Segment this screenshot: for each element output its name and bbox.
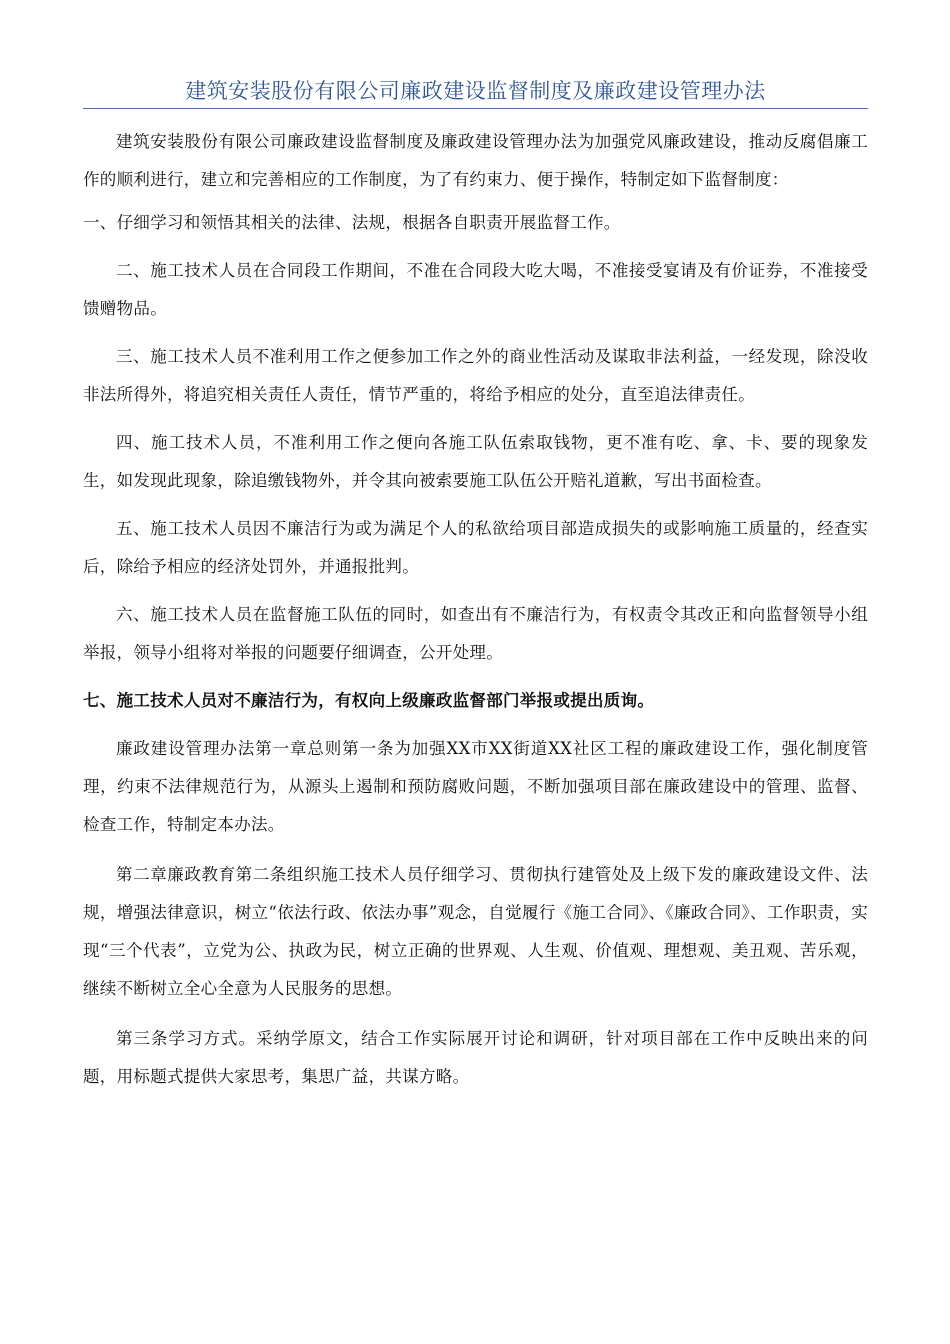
rule-4-paragraph: 四、施工技术人员，不准利用工作之便向各施工队伍索取钱物，更不准有吃、拿、卡、要的现象发生，如发现此现象，除追缴钱物外，并令其向被索要施工队伍公开赔礼道歉，写出书面检查。	[83, 433, 868, 490]
document-body	[83, 123, 868, 1096]
rule-7-paragraph: 七、施工技术人员对不廉洁行为，有权向上级廉政监督部门举报或提出质询。	[83, 691, 655, 710]
rule-1-paragraph: 一、仔细学习和领悟其相关的法律、法规，根据各自职责开展监督工作。	[83, 213, 621, 232]
rule-3-paragraph: 三、施工技术人员不准利用工作之便参加工作之外的商业性活动及谋取非法利益，一经发现，除没收非法所得外，将追究相关责任人责任，情节严重的，将给予相应的处分，直至追法律责任。	[83, 347, 868, 404]
intro-paragraph: 建筑安装股份有限公司廉政建设监督制度及廉政建设管理办法为加强党风廉政建设，推动反腐倡廉工作的顺利进行，建立和完善相应的工作制度，为了有约束力、便于操作，特制定如下监督制度：	[83, 132, 868, 189]
chapter-2-paragraph: 第二章廉政教育第二条组织施工技术人员仔细学习、贯彻执行建管处及上级下发的廉政建设文件、法规，增强法律意识，树立“依法行政、依法办事”观念，自觉履行《施工合同》、《廉政合同》、工作职责，实现“三个代表”，立党为公、执政为民，树立正确的世界观、人生观、价值观、理想观、美丑观、苦乐观，继续不断树立全心全意为人民服务的思想。	[83, 865, 868, 998]
rule-2-paragraph: 二、施工技术人员在合同段工作期间，不准在合同段大吃大喝，不准接受宴请及有价证券，不准接受馈赠物品。	[83, 261, 868, 318]
document-title: 建筑安装股份有限公司廉政建设监督制度及廉政建设管理办法	[185, 79, 766, 103]
chapter-1-paragraph: 廉政建设管理办法第一章总则第一条为加强XX市XX街道XX社区工程的廉政建设工作，强化制度管理，约束不法律规范行为，从源头上遏制和预防腐败问题，不断加强项目部在廉政建设中的管理、监督、检查工作，特制定本办法。	[83, 739, 868, 834]
page-header	[83, 78, 868, 109]
rule-6-paragraph: 六、施工技术人员在监督施工队伍的同时，如查出有不廉洁行为，有权责令其改正和向监督领导小组举报，领导小组将对举报的问题要仔细调查，公开处理。	[83, 605, 868, 662]
article-3-paragraph: 第三条学习方式。采纳学原文，结合工作实际展开讨论和调研，针对项目部在工作中反映出来的问题，用标题式提供大家思考，集思广益，共谋方略。	[83, 1029, 868, 1086]
rule-5-paragraph: 五、施工技术人员因不廉洁行为或为满足个人的私欲给项目部造成损失的或影响施工质量的，经查实后，除给予相应的经济处罚外，并通报批判。	[83, 519, 868, 576]
